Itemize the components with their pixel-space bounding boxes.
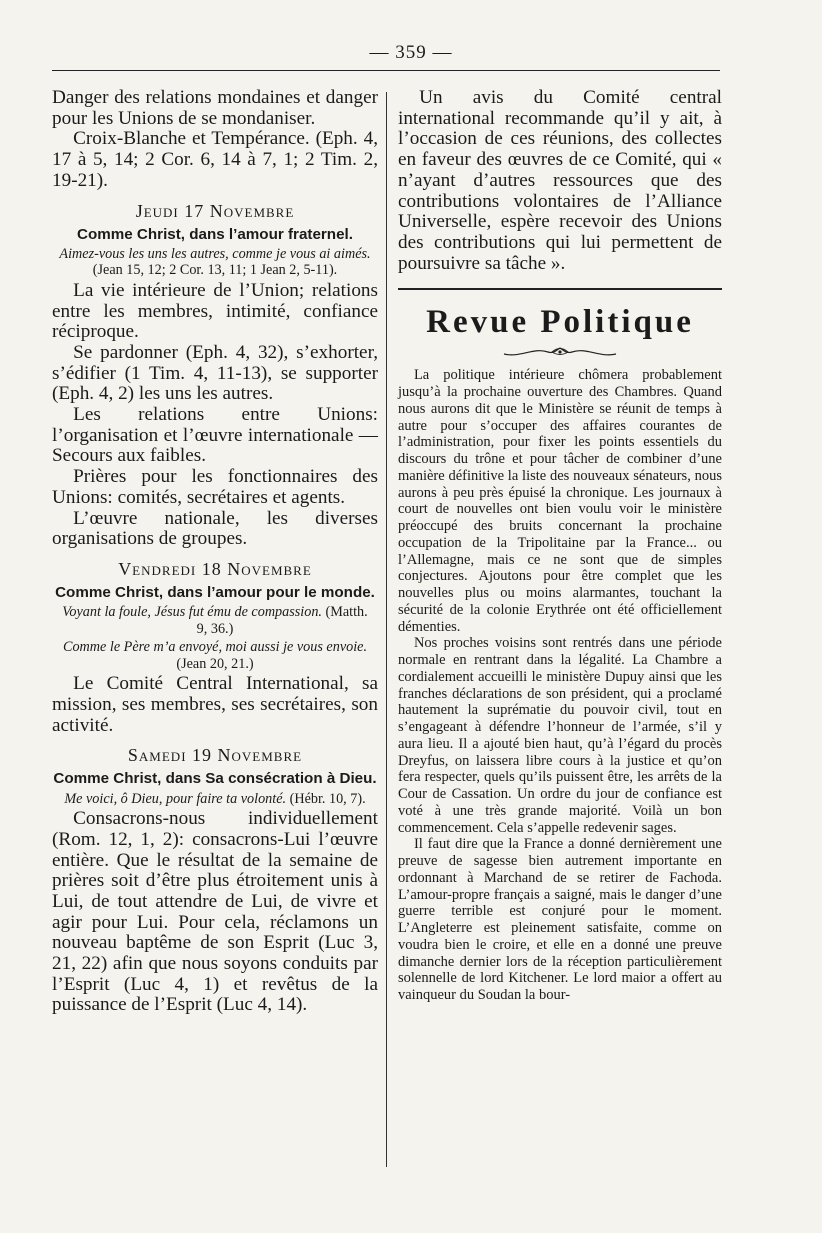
verse-text: Me voici, ô Dieu, pour faire ta volonté.	[64, 790, 287, 807]
scripture-verse	[52, 604, 378, 637]
column-divider	[386, 92, 387, 1167]
intro-paragraph: Danger des relations mondaines et danger pour les Unions de se mondaniser.	[52, 87, 378, 129]
committee-notice: Un avis du Comité central international recommande qu’il y ait, à l’occasion de ces réunions, des collectes en faveur des œuvres de ce Comité, qui « n’ayant d’autres ressources que des contributions volontaires de l’Alliance Universelle, espère recevoir des Unions des contributions qui lui permettent de poursuivre sa tâche ».	[398, 87, 722, 274]
day-heading: Jeudi 17 Novembre	[135, 200, 295, 221]
section-rule	[398, 288, 722, 290]
verse-text: Voyant la foule, Jésus fut ému de compassion.	[62, 604, 322, 621]
verse-reference: (Jean 15, 12; 2 Cor. 13, 11; 1 Jean 2, 5-11).	[92, 262, 338, 279]
header-rule	[52, 70, 720, 71]
body-paragraph: Se pardonner (Eph. 4, 32), s’exhorter, s’édifier (1 Tim. 4, 11-13), se supporter (Eph. 4, 2) les uns les autres.	[52, 341, 378, 405]
body-paragraph: Les relations entre Unions: l’organisation et l’œuvre internationale — Secours aux faibles.	[52, 404, 378, 467]
body-paragraph: Le Comité Central International, sa mission, ses membres, ses secrétaires, son activité.	[52, 673, 378, 736]
article-paragraph: Nos proches voisins sont rentrés dans une période normale en rentrant dans la légalité. La Chambre a cordialement accueilli le ministère Dupuy ainsi que les franches déclarations de son président, qui a proclamé hautement la suprématie du pouvoir civil, tout en s’engageant à défendre l’honneur de l’armée, s’il y aura lieu. Il a ajouté bien haut, qu’à l’égard du procès Dreyfus, on laissera libre cours à la justice et qu’on fera respecter, quels qu’ils puissent être, les arrêts de la Cour de Cassation. Un ordre du jour de confiance est voté à une très grande majorité. Voilà un bon commencement. Cela s’appelle redevenir sages.	[398, 635, 722, 836]
scripture-verse	[52, 246, 378, 279]
intro-paragraph: Croix-Blanche et Tempérance. (Eph. 4, 17 à 5, 14; 2 Cor. 6, 14 à 7, 1; 2 Tim. 2, 19-21).	[52, 128, 378, 191]
right-column	[398, 88, 722, 1004]
verse-text: Comme le Père m’a envoyé, moi aussi je vous envoie.	[62, 639, 367, 656]
section-title: Revue Politique	[426, 304, 694, 341]
article-paragraph: Il faut dire que la France a donné dernièrement une preuve de sagesse bien autrement importante en ordonnant à Marchand de se retirer de Fachoda. L’amour-propre français a saigné, mais le danger d’une guerre terrible est conjuré pour le moment. L’Angleterre est pleinement satisfaite, comme on voudra bien le croire, et elle en a donné une preuve dimanche dernier lors de la réception particulièrement solennelle de lord Kitchener. Le lord maior a offert au vainqueur du Soudan la bour-	[398, 836, 722, 1004]
verse-reference: (Matth. 9, 36.)	[196, 604, 368, 637]
scripture-verse	[52, 791, 378, 807]
left-column	[52, 88, 378, 1016]
day-theme: Comme Christ, dans l’amour pour le monde.	[55, 583, 375, 601]
article-paragraph: La politique intérieure chômera probablement jusqu’à la prochaine ouverture des Chambres. Quand nous aurons dit que le Ministère se réunit de temps à autre pour s’occuper des affaires courantes de l’administration, pour fixer les points essentiels du discours du trône et pour tâcher de combiner d’une manière définitive la liste des nouveaux sénateurs, nous aurons à peu près épuisé la chronique. Les journaux à court de nouvelles ont bien voulu voir le ministère préoccupé des bruits concernant la prochaine occupation de la Tripolitaine par la France... ou l’Allemagne, mais ce ne sont que de simples conjectures. Ajoutons pour être complet que les nouvelles plus ou moins alarmantes, touchant la sécurité de la colonie Erythrée ont été officiellement démenties.	[398, 367, 722, 635]
page-number: — 359 —	[369, 42, 453, 63]
scripture-verse	[52, 639, 378, 672]
verse-text: Aimez-vous les uns les autres, comme je vous ai aimés.	[59, 246, 371, 263]
day-theme: Comme Christ, dans l’amour fraternel.	[77, 225, 353, 243]
verse-reference: (Hébr. 10, 7).	[289, 790, 366, 807]
day-theme: Comme Christ, dans Sa consécration à Dieu.	[53, 770, 377, 788]
verse-reference: (Jean 20, 21.)	[176, 655, 254, 672]
day-heading: Samedi 19 Novembre	[127, 745, 303, 766]
body-paragraph: Prières pour les fonctionnaires des Unions: comités, secrétaires et agents.	[52, 466, 378, 508]
body-paragraph: L’œuvre nationale, les diverses organisations de groupes.	[52, 507, 378, 550]
day-heading: Vendredi 18 Novembre	[118, 558, 312, 579]
body-paragraph: Consacrons-nous individuellement (Rom. 12, 1, 2): consacrons-Lui l’œuvre entière. Que le résultat de la semaine de prières soit d’être plus étroitement unis à Lui, de tout attendre de Lui, de vivre et agir pour Lui. Pour cela, réclamons un nouveau baptême de son Esprit (Luc 3, 21, 22) afin que nous soyons conduits par l’Esprit (Luc 4, 1) et revêtus de la puissance de l’Esprit (Luc 4, 14).	[52, 808, 378, 1016]
ornament-flourish-icon	[500, 345, 620, 359]
day-section-thursday	[52, 201, 378, 550]
body-paragraph: La vie intérieure de l’Union; relations entre les membres, intimité, confiance réciproque.	[52, 279, 378, 343]
day-section-saturday	[52, 745, 378, 1016]
day-section-friday	[52, 559, 378, 736]
